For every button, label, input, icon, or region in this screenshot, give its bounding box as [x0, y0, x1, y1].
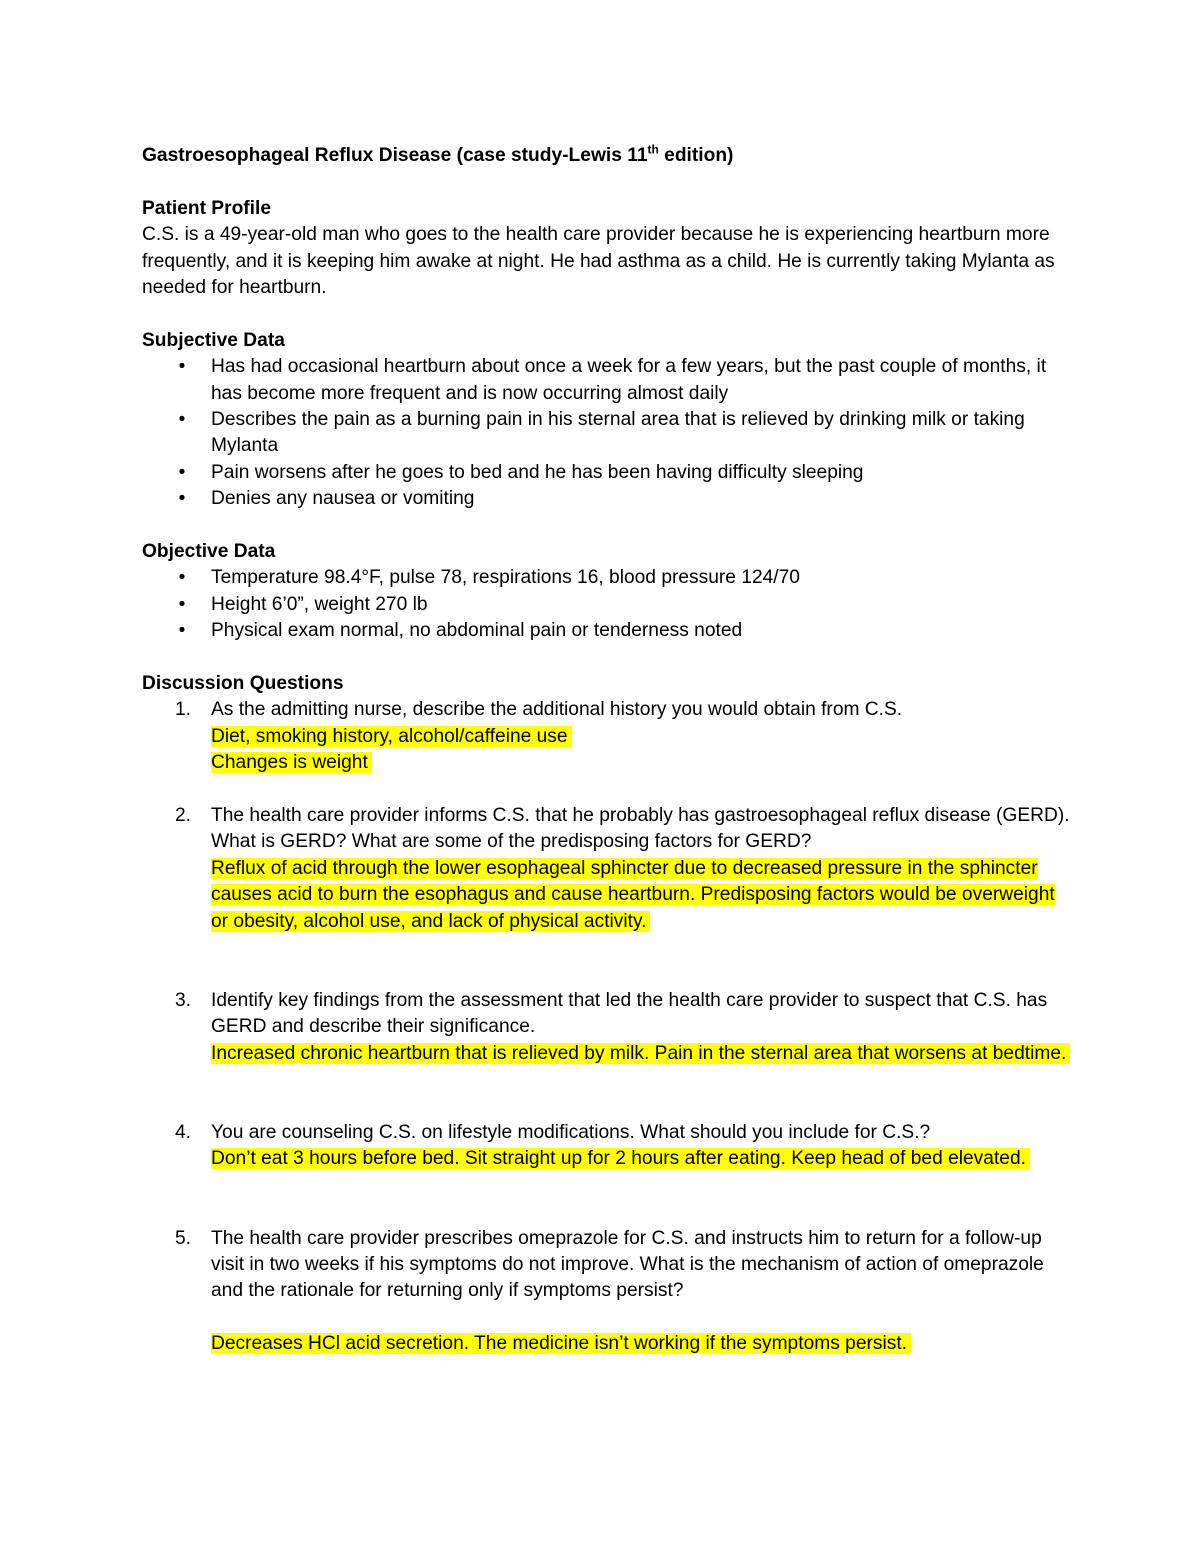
highlighted-answer: Changes is weight — [211, 752, 372, 773]
question-item — [142, 697, 1072, 776]
bullet-icon: • — [178, 356, 186, 378]
answer-line — [211, 724, 1072, 750]
question-text: As the admitting nurse, describe the additional history you would obtain from C.S. — [211, 699, 903, 721]
spacer — [142, 301, 1072, 327]
highlighted-answer: Reflux of acid through the lower esophageal sphincter due to decreased pressure in the sphincter causes acid to burn the esophagus and cause heartburn. Predisposing factors would be overweight or obesity, alcohol use, and lack of physical activity. — [211, 857, 1055, 932]
question-number: 5. — [175, 1227, 192, 1249]
bullet-icon: • — [178, 567, 186, 589]
document-title — [142, 143, 1072, 169]
spacer — [142, 777, 1072, 803]
list-item — [142, 354, 1072, 407]
question-text: Identify key findings from the assessment that led the health care provider to suspect that C.S. has GERD and describe their significance. — [211, 989, 1048, 1038]
answer-line — [211, 750, 1072, 776]
answer-line — [211, 856, 1072, 935]
question-item — [142, 803, 1072, 935]
spacer — [142, 935, 1072, 988]
discussion-questions-heading: Discussion Questions — [142, 673, 344, 695]
spacer — [211, 1305, 1072, 1331]
list-item-text: Describes the pain as a burning pain in his sternal area that is relieved by drinking milk or taking Mylanta — [211, 409, 1025, 457]
objective-data-list — [142, 565, 1072, 644]
list-item-text: Pain worsens after he goes to bed and he has been having difficulty sleeping — [211, 461, 864, 483]
question-number: 4. — [175, 1121, 192, 1143]
document-title-superscript: th — [647, 142, 659, 157]
answer-line — [211, 1331, 1072, 1357]
list-item-text: Physical exam normal, no abdominal pain or tenderness noted — [211, 620, 743, 642]
question-text: You are counseling C.S. on lifestyle modifications. What should you include for C.S.? — [211, 1121, 931, 1143]
list-item-text: Temperature 98.4°F, pulse 78, respirations 16, blood pressure 124/70 — [211, 567, 800, 589]
spacer — [142, 169, 1072, 195]
list-item — [142, 460, 1072, 486]
subjective-data-heading: Subjective Data — [142, 329, 285, 351]
document-title-tail: edition) — [658, 145, 734, 166]
objective-data-heading: Objective Data — [142, 541, 276, 563]
bullet-icon: • — [178, 409, 186, 431]
question-text: The health care provider prescribes omeprazole for C.S. and instructs him to return for a follow-up visit in two weeks if his symptoms do not improve. What is the mechanism of action of omeprazole and the rationale for returning only if symptoms persist? — [211, 1227, 1044, 1302]
question-text: The health care provider informs C.S. that he probably has gastroesophageal reflux disease (GERD). What is GERD? What are some of the predisposing factors for GERD? — [211, 805, 1070, 853]
list-item — [142, 407, 1072, 460]
list-item — [142, 618, 1072, 644]
patient-profile-heading: Patient Profile — [142, 197, 272, 219]
list-item-text: Denies any nausea or vomiting — [211, 488, 475, 510]
patient-profile-text: C.S. is a 49-year-old man who goes to the health care provider because he is experiencing heartburn more frequently, and it is keeping him awake at night. He had asthma as a child. He is currently taking Mylanta as needed for heartburn. — [142, 224, 1055, 299]
list-item-text: Has had occasional heartburn about once a week for a few years, but the past couple of months, it has become more frequent and is now occurring almost daily — [211, 356, 1047, 404]
list-item — [142, 592, 1072, 618]
question-number: 3. — [175, 989, 192, 1011]
subjective-data-list — [142, 354, 1072, 512]
highlighted-answer: Diet, smoking history, alcohol/caffeine use — [211, 726, 572, 747]
spacer — [142, 1173, 1072, 1226]
question-number: 2. — [175, 805, 192, 827]
document-body — [142, 143, 1072, 1358]
bullet-icon: • — [178, 461, 186, 483]
question-item — [142, 988, 1072, 1067]
bullet-icon: • — [178, 593, 186, 615]
list-item — [142, 486, 1072, 512]
discussion-questions-list — [142, 697, 1072, 1357]
list-item — [142, 565, 1072, 591]
bullet-icon: • — [178, 488, 186, 510]
question-item — [142, 1226, 1072, 1358]
document-title-main: Gastroesophageal Reflux Disease (case study-Lewis 11 — [142, 145, 648, 166]
list-item-text: Height 6’0”, weight 270 lb — [211, 593, 428, 615]
highlighted-answer: Decreases HCl acid secretion. The medicine isn’t working if the symptoms persist. — [211, 1333, 911, 1354]
answer-line — [211, 1146, 1072, 1172]
spacer — [142, 513, 1072, 539]
question-number: 1. — [175, 699, 192, 721]
bullet-icon: • — [178, 620, 186, 642]
answer-line — [211, 1041, 1072, 1067]
spacer — [142, 1067, 1072, 1120]
question-item — [142, 1120, 1072, 1173]
highlighted-answer: Don’t eat 3 hours before bed. Sit straight up for 2 hours after eating. Keep head of bed elevated. — [211, 1148, 1030, 1169]
spacer — [142, 645, 1072, 671]
highlighted-answer: Increased chronic heartburn that is relieved by milk. Pain in the sternal area that worsens at bedtime. — [211, 1043, 1070, 1064]
